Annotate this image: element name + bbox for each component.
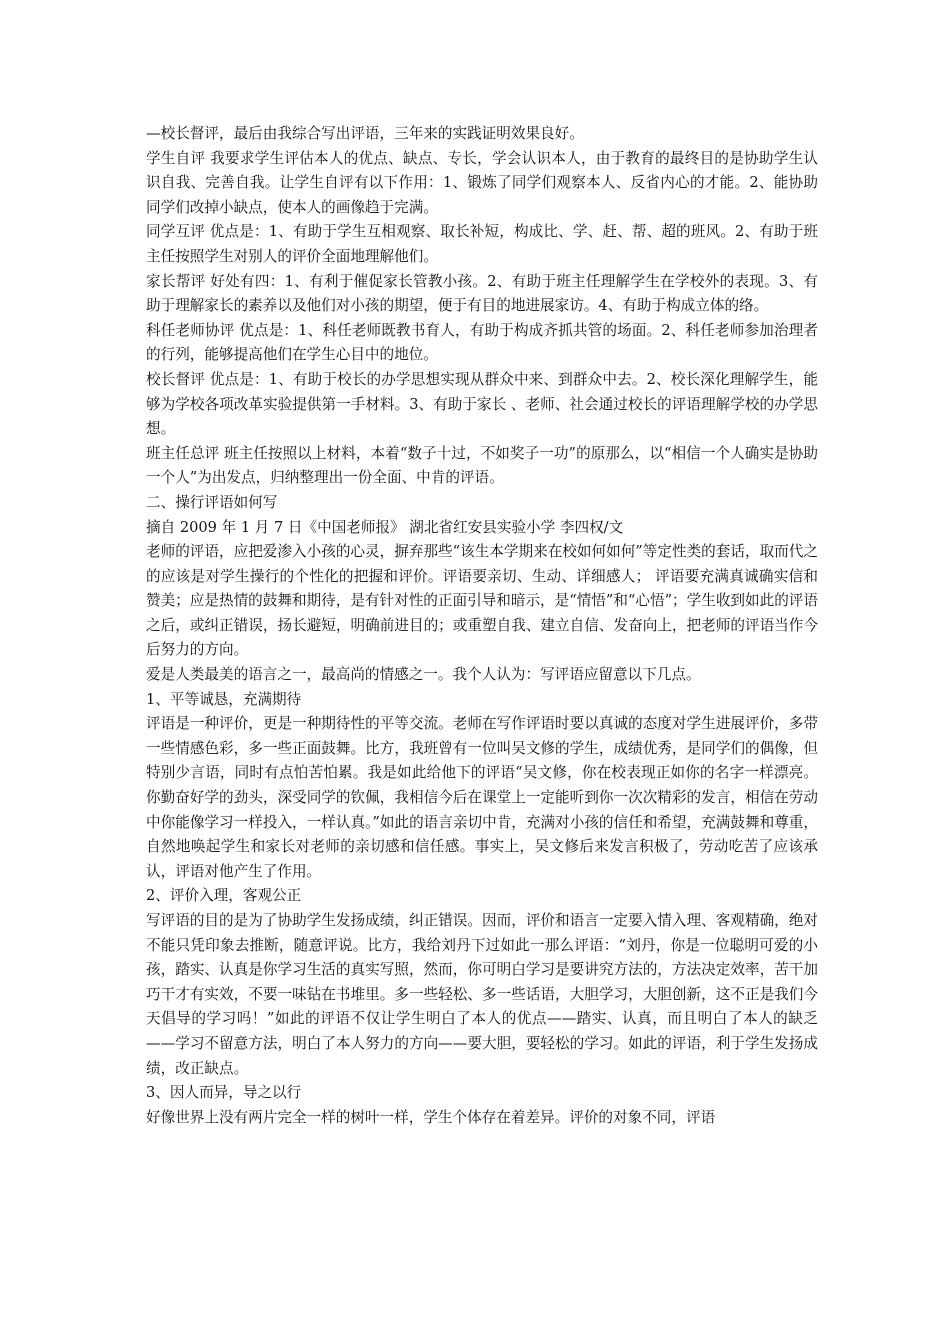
paragraph-point-3: 好像世界上没有两片完全一样的树叶一样，学生个体存在着差异。评价的对象不同，评语 [146, 1108, 716, 1126]
paragraph-point-1: 评语是一种评价，更是一种期待性的平等交流。老师在写作评语时要以真诚的态度对学生进展评价，多带一些情感色彩，多一些正面鼓舞。比方，我班曾有一位叫吴文修的学生，成绩优秀，是同学们的偶像，但特别少言语，同时有点怕苦怕累。我是如此给他下的评语“吴文修，你在校表现正如你的名字一样漂亮。你勤奋好学的劲头，深受同学的钦佩，我相信今后在课堂上一定能听到你一次次精彩的发言，相信在劳动中你能像学习一样投入，一样认真。”如此的语言亲切中肯，充满对小孩的信任和希望，充满鼓舞和尊重，自然地唤起学生和家长对老师的亲切感和信任感。事实上，吴文修后来发言积极了，劳动吃苦了应该承认，评语对他产生了作用。 [146, 715, 818, 880]
paragraph-teacher-comments: 老师的评语，应把爱渗入小孩的心灵，摒弃那些“该生本学期来在校如何如何”等定性类的套话，取而代之的应该是对学生操行的个性化的把握和评价。评语要亲切、生动、详细感人； 评语要充满真诚确实信和赞美；应是热情的鼓舞和期待，是有针对性的正面引导和暗示，是“情悟”和“心悟”；学生收到如此的评语之后，或纠正错误，扬长避短，明确前进目的；或重塑自我、建立自信、发奋向上，把老师的评语当作今后努力的方向。 [146, 543, 818, 659]
paragraph-love-language: 爱是人类最美的语言之一，最高尚的情感之一。我个人认为：写评语应留意以下几点。 [146, 666, 701, 684]
paragraph-parent-evaluation: 家长帮评 好处有四：1、有利于催促家长管教小孩。2、有助于班主任理解学生在学校外的表现。3、有助于理解家长的素养以及他们对小孩的期望，便于有目的地进展家访。4、有助于构成立体的络。 [146, 272, 818, 315]
subheading-point-1: 1、平等诚恳，充满期待 [146, 690, 302, 708]
paragraph-head-teacher-evaluation: 班主任总评 班主任按照以上材料，本着“数子十过，不如奖子一功”的原那么，以“相信一个人确实是协助一个人”为出发点，归纳整理出一份全面、中肯的评语。 [146, 444, 818, 487]
paragraph-student-self-evaluation: 学生自评 我要求学生评估本人的优点、缺点、专长，学会认识本人，由于教育的最终目的是协助学生认识自我、完善自我。让学生自评有以下作用：1、锻炼了同学们观察本人、反省内心的才能。2、能协助同学们改掉小缺点，使本人的画像趋于完满。 [146, 149, 818, 216]
section-heading-how-to-write: 二、操行评语如何写 [146, 493, 278, 511]
subheading-point-3: 3、因人而异，导之以行 [146, 1084, 302, 1102]
paragraph-point-2: 写评语的目的是为了协助学生发扬成绩，纠正错误。因而，评价和语言一定要入情入理、客观精确，绝对不能只凭印象去推断，随意评说。比方，我给刘丹下过如此一那么评语：“刘丹，你是一位聪明可爱的小孩，踏实、认真是你学习生活的真实写照，然而，你可明白学习是要讲究方法的，方法决定效率，苦干加巧干才有实效，不要一味钻在书堆里。多一些轻松、多一些话语，大胆学习，大胆创新，这不正是我们今天倡导的学习吗！”如此的评语不仅让学生明白了本人的优点——踏实、认真，而且明白了本人的缺乏——学习不留意方法，明白了本人努力的方向——要大胆，要轻松的学习。如此的评语，利于学生发扬成绩，改正缺点。 [146, 912, 818, 1077]
paragraph-subject-teacher-evaluation: 科任老师协评 优点是：1、科任老师既教书育人，有助于构成齐抓共管的场面。2、科任老师参加治理者的行列，能够提高他们在学生心目中的地位。 [146, 321, 818, 364]
document-page [146, 122, 818, 1130]
source-attribution: 摘自 2009 年 1 月 7 日《中国老师报》 湖北省红安县实验小学 李四权/文 [146, 518, 624, 536]
paragraph-peer-evaluation: 同学互评 优点是：1、有助于学生互相观察、取长补短，构成比、学、赶、帮、超的班风。2、有助于班主任按照学生对别人的评价全面地理解他们。 [146, 223, 818, 265]
paragraph-principal-evaluation: 校长督评 优点是：1、有助于校长的办学思想实现从群众中来、到群众中去。2、校长深化理解学生，能够为学校各项改革实验提供第一手材料。3、有助于家长 、老师、社会通过校长的评语理解学校的办学思想。 [146, 370, 818, 438]
paragraph-self-evaluation-intro: —校长督评，最后由我综合写出评语，三年来的实践证明效果良好。 [146, 125, 584, 142]
subheading-point-2: 2、评价入理，客观公正 [146, 887, 302, 905]
